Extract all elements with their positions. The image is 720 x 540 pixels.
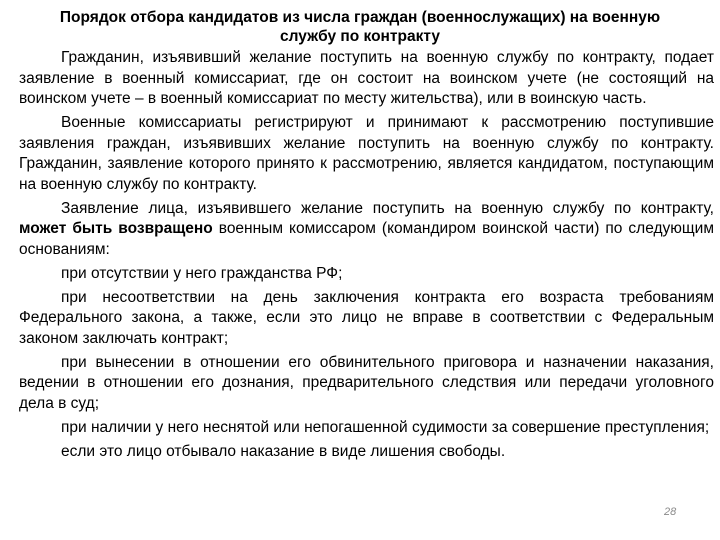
paragraph-registration: Военные комиссариаты регистрируют и принимают к рассмотрению поступившие заявления граждан, изъявивших желание поступить на военную службу по контракту. Гражданин, заявление которого принято к рассмотрению, является кандидатом, поступающим на военную службу по контракту.: [19, 114, 714, 193]
slide-title: Порядок отбора кандидатов из числа граждан (военнослужащих) на военную службу по контракту: [59, 9, 661, 45]
page-number: 28: [664, 506, 677, 518]
paragraph-application: Гражданин, изъявивший желание поступить на военную службу по контракту, подает заявление в военный комиссариат, где он состоит на воинском учете (не состоящий на воинском учете – в военный комиссариат по месту жительства), или в воинскую часть.: [19, 49, 714, 107]
return-text-after: военным комиссаром (командиром воинской части) по следующим основаниям:: [19, 220, 714, 258]
ground-citizenship: при отсутствии у него гражданства РФ;: [61, 264, 343, 282]
slide-body: [19, 48, 714, 466]
return-text-before: Заявление лица, изъявившего желание поступить на военную службу по контракту,: [61, 199, 714, 217]
ground-criminal-record: при наличии у него неснятой или непогашенной судимости за совершение преступления;: [61, 418, 710, 436]
paragraph-return: [19, 199, 714, 261]
return-text-bold: может быть возвращено: [19, 220, 213, 237]
ground-age: при несоответствии на день заключения контракта его возраста требованиям Федерального закона, а также, если это лицо не вправе в соответствии с Федеральным законом заключать контракт;: [19, 288, 714, 347]
ground-imprisonment: если это лицо отбывало наказание в виде лишения свободы.: [61, 442, 506, 460]
ground-sentence: при вынесении в отношении его обвинительного приговора и назначении наказания, ведении в отношении его дознания, предварительного следствия или передачи уголовного дела в суд;: [19, 353, 714, 412]
